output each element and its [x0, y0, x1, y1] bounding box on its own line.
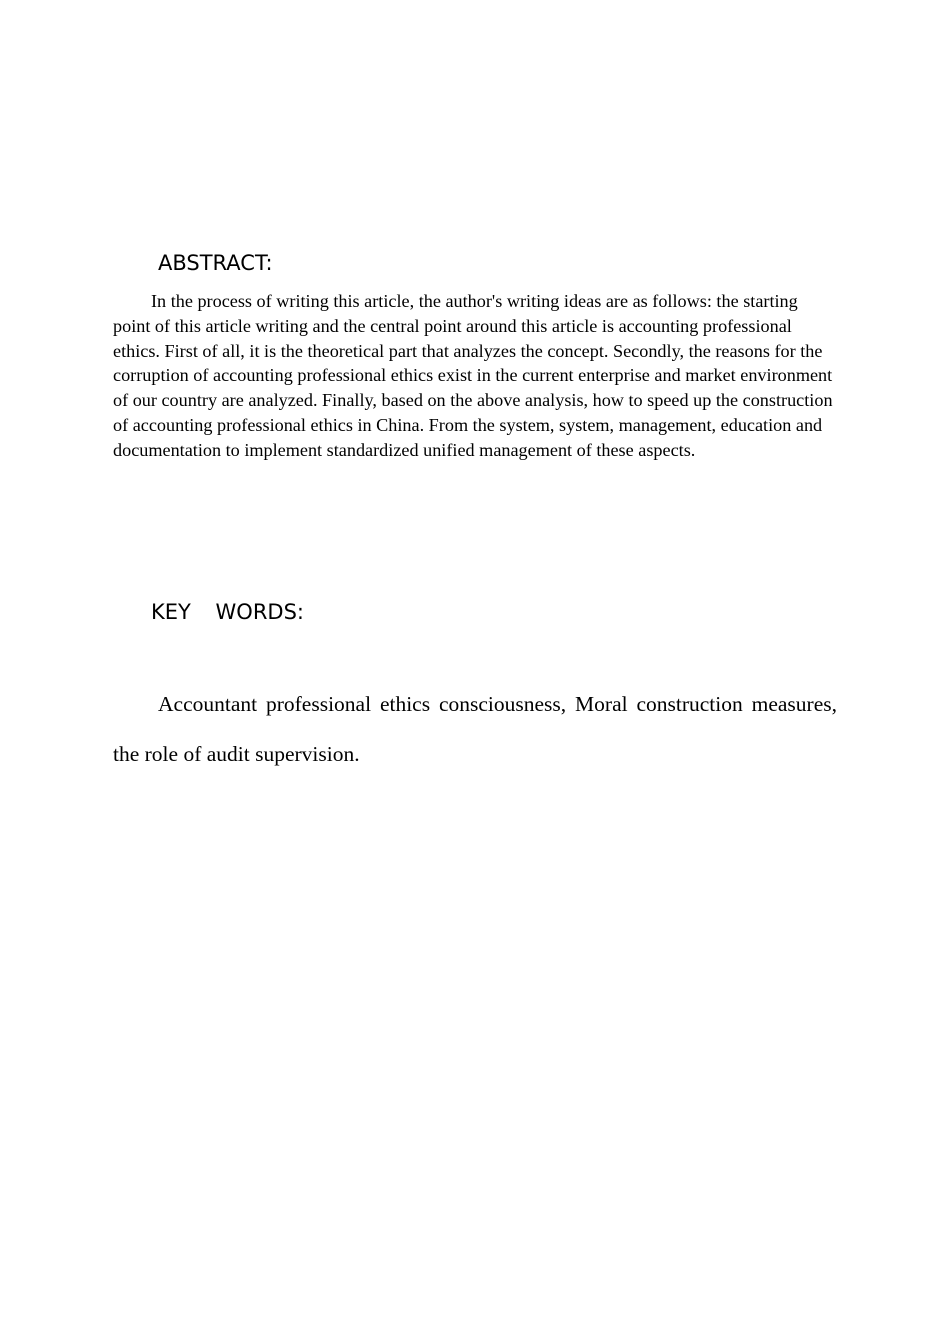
keywords-body: Accountant professional ethics consciousness, Moral construction measures, the role of audit supervision. [113, 692, 837, 766]
abstract-body: In the process of writing this article, the author's writing ideas are as follows: the starting point of this article writing and the central point around this article is accounting professional ethics. First of all, it is the theoretical part that analyzes the concept. Secondly, the reasons for the corruption of accounting professional ethics exist in the current enterprise and market environment of our country are analyzed. Finally, based on the above analysis, how to speed up the construction of accounting professional ethics in China. From the system, system, management, education and documentation to implement standardized unified management of these aspects. [113, 291, 833, 460]
abstract-heading: ABSTRACT: [158, 251, 273, 275]
keywords-heading: KEY WORDS: [151, 600, 305, 624]
